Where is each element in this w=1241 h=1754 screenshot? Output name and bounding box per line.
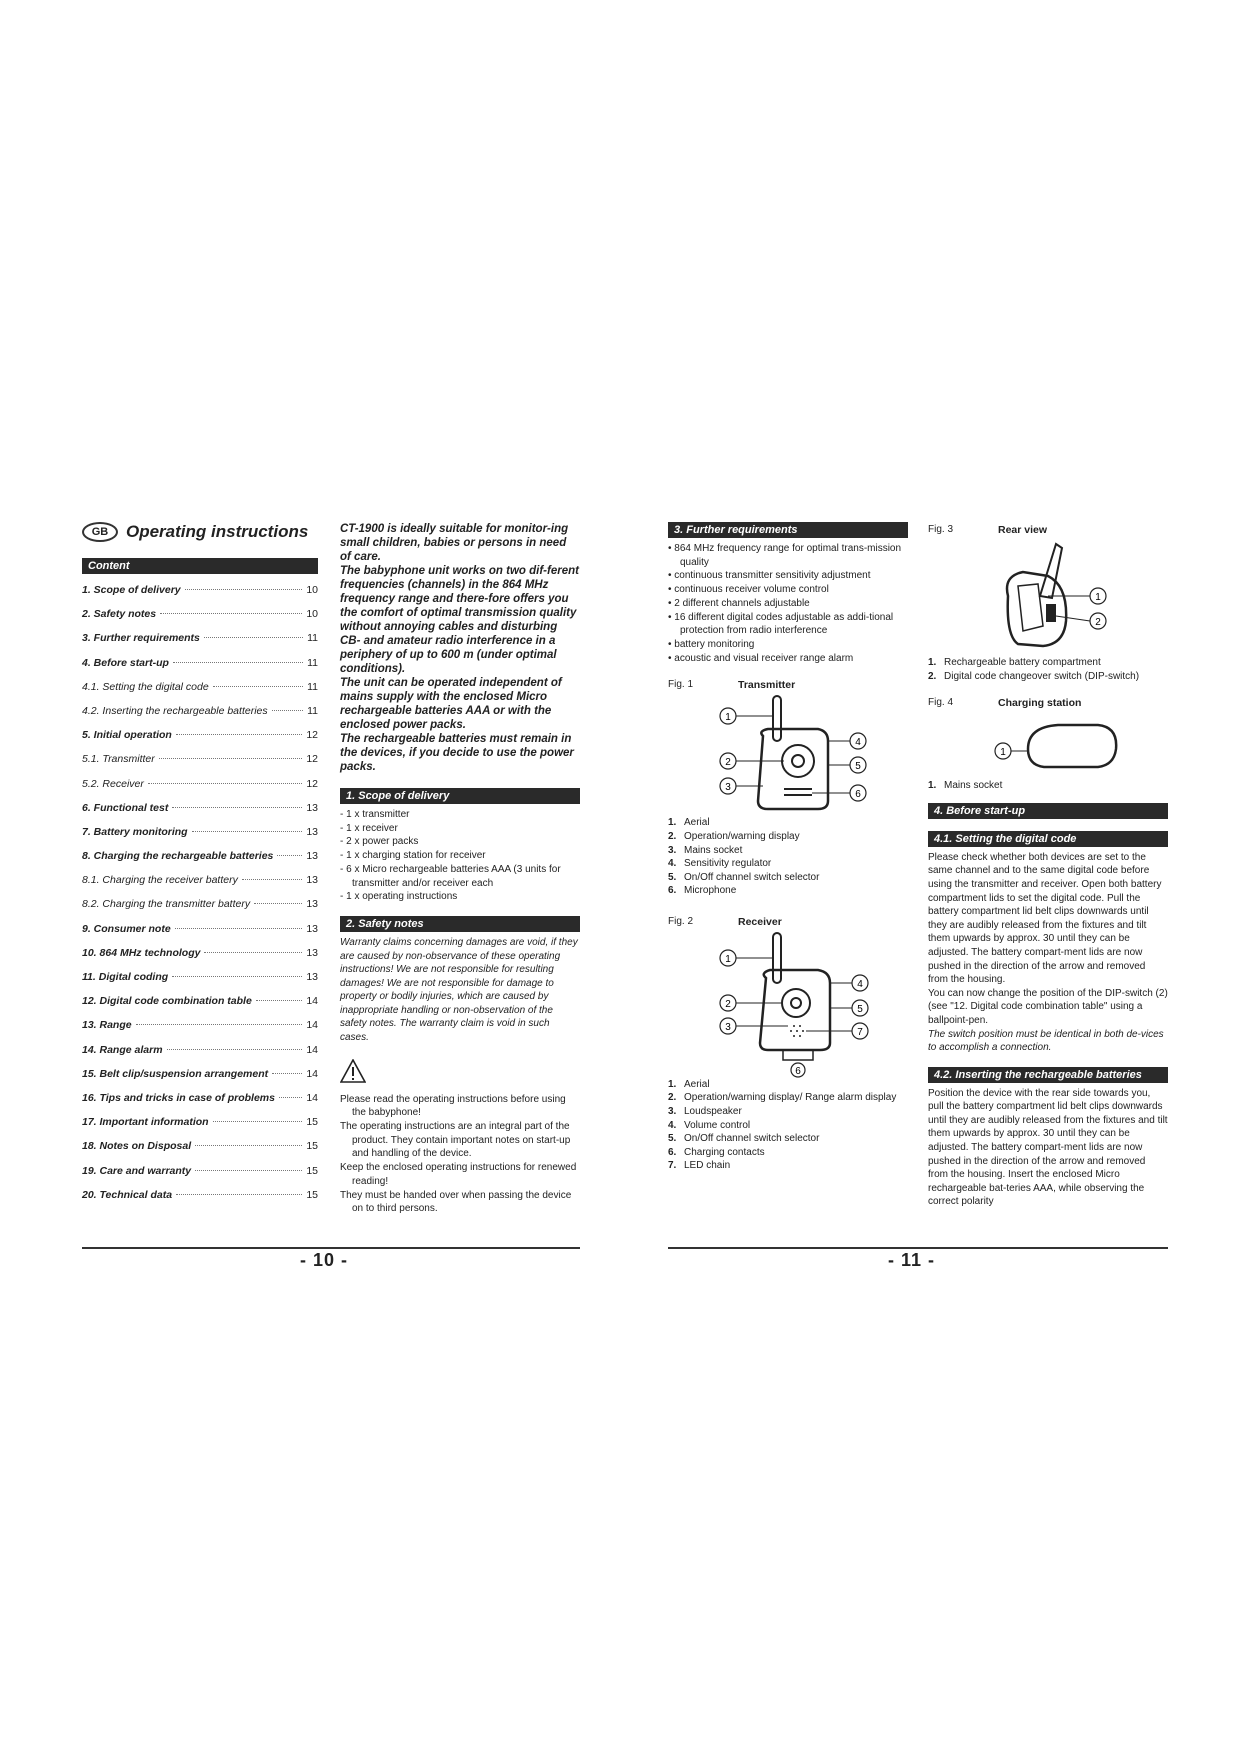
legend-text: LED chain xyxy=(684,1160,731,1172)
further-item: • acoustic and visual receiver range alarm xyxy=(668,652,854,664)
toc-item xyxy=(82,753,318,777)
warning-list xyxy=(340,1093,580,1216)
legend-number: 4. xyxy=(668,1119,677,1131)
legend-item xyxy=(928,779,1168,793)
toc-item xyxy=(82,1019,318,1043)
svg-text:3: 3 xyxy=(725,1021,731,1033)
toc-item-label: 12. Digital code combination table xyxy=(82,995,252,1008)
legend-item xyxy=(928,656,1168,670)
toc-item-page: 15 xyxy=(306,1164,318,1177)
fig3-legend xyxy=(928,656,1168,683)
toc-leader-dots xyxy=(272,710,303,711)
toc-leader-dots xyxy=(204,952,302,953)
legend-text: Charging contacts xyxy=(684,1146,765,1158)
legend-text: Rechargeable battery compartment xyxy=(944,657,1101,668)
legend-number: 1. xyxy=(928,657,937,668)
fig4-title: Charging station xyxy=(998,697,1082,710)
toc-item-page: 12 xyxy=(306,753,318,766)
legend-number: 5. xyxy=(668,1133,677,1145)
toc-leader-dots xyxy=(176,734,302,735)
toc-item-label: 8.1. Charging the receiver battery xyxy=(82,874,238,887)
toc-item-page: 10 xyxy=(306,584,318,596)
toc-item-page: 13 xyxy=(306,825,318,838)
scope-item: - 1 x receiver xyxy=(340,822,398,834)
toc-item-label: 15. Belt clip/suspension arrangement xyxy=(82,1067,269,1080)
toc-leader-dots xyxy=(192,831,303,832)
legend-number: 1. xyxy=(928,780,937,792)
svg-text:4: 4 xyxy=(857,978,863,990)
legend-text: Digital code changeover switch (DIP-switch) xyxy=(944,670,1140,682)
toc-item-label: 11. Digital coding xyxy=(82,971,169,983)
svg-text:1: 1 xyxy=(1095,592,1101,603)
sec42-text: Position the device with the rear side towards you, pull the battery compartment lid belt clips downwards until they are audibly released from the fixtures and tilt them upwards by approx. 30 until they can be adjusted. The battery compart-ment lids are now pushed in the direction of the arrow and removed from the housing. Insert the enclosed Micro rechargeable bat-teries AAA, while observing the correct polarity xyxy=(928,1087,1168,1208)
toc-item xyxy=(82,850,318,874)
toc-item-label: 17. Important information xyxy=(82,1116,209,1129)
legend-number: 3. xyxy=(668,844,677,856)
left-text-column xyxy=(340,522,580,1216)
receiver-illustration xyxy=(688,928,888,1078)
legend-item xyxy=(668,1146,908,1160)
fig1-caption xyxy=(668,679,908,691)
fig2-legend xyxy=(668,1078,908,1173)
toc-item-page: 15 xyxy=(306,1116,318,1129)
toc-item-page: 13 xyxy=(306,850,318,863)
svg-text:3: 3 xyxy=(725,782,731,794)
toc-leader-dots xyxy=(167,1049,303,1050)
toc-leader-dots xyxy=(213,686,303,687)
toc-leader-dots xyxy=(277,855,302,856)
toc-leader-dots xyxy=(173,662,303,663)
toc-item-label: 4.1. Setting the digital code xyxy=(82,680,209,693)
svg-text:1: 1 xyxy=(725,712,731,724)
scope-item: - 1 x operating instructions xyxy=(340,891,458,903)
toc-leader-dots xyxy=(279,1097,302,1098)
intro-paragraph: CT-1900 is ideally suitable for monitor-ing small children, babies or persons in need of care. xyxy=(340,523,569,563)
toc-item-label: 6. Functional test xyxy=(82,801,169,814)
fig4-legend xyxy=(928,779,1168,793)
rear-view-illustration xyxy=(948,536,1148,656)
toc-item-page: 14 xyxy=(306,1067,318,1080)
toc-item-label: 8. Charging the rechargeable batteries xyxy=(82,850,274,863)
toc-leader-dots xyxy=(195,1145,302,1146)
toc-leader-dots xyxy=(204,637,303,638)
toc-item xyxy=(82,1068,318,1092)
toc-item-page: 15 xyxy=(306,1188,318,1201)
sec41-note: The switch position must be identical in both de-vices to accomplish a connection. xyxy=(928,1028,1164,1054)
transmitter-illustration xyxy=(688,691,888,816)
right-text-column xyxy=(928,522,1168,1209)
toc-leader-dots xyxy=(160,613,302,614)
legend-item xyxy=(928,670,1168,684)
toc-leader-dots xyxy=(172,976,302,977)
section-title xyxy=(82,522,318,542)
legend-text: On/Off channel switch selector xyxy=(684,871,820,883)
toc-item-label: 3. Further requirements xyxy=(82,632,200,645)
legend-number: 7. xyxy=(668,1160,677,1172)
toc-item xyxy=(82,802,318,826)
table-of-contents xyxy=(82,584,318,1213)
further-item: • 16 different digital codes adjustable as addi-tional protection from radio interference xyxy=(668,611,894,637)
svg-text:2: 2 xyxy=(725,998,731,1010)
toc-leader-dots xyxy=(172,807,302,808)
further-item: • 864 MHz frequency range for optimal trans-mission quality xyxy=(668,543,902,568)
legend-number: 5. xyxy=(668,871,677,883)
svg-text:7: 7 xyxy=(857,1026,863,1038)
sec41-header: 4.1. Setting the digital code xyxy=(928,831,1168,847)
scope-item: - 1 x transmitter xyxy=(340,809,410,820)
fig2-title: Receiver xyxy=(738,915,782,928)
legend-number: 2. xyxy=(928,670,937,682)
legend-item xyxy=(668,1119,908,1133)
toc-item-page: 11 xyxy=(307,680,318,693)
charging-station-illustration xyxy=(948,709,1148,779)
toc-item-label: 18. Notes on Disposal xyxy=(82,1140,192,1153)
legend-number: 1. xyxy=(668,817,677,829)
toc-item xyxy=(82,898,318,922)
fig3-number: Fig. 3 xyxy=(928,524,954,535)
toc-leader-dots xyxy=(242,879,302,880)
fig2-caption xyxy=(668,916,908,928)
svg-text:5: 5 xyxy=(855,761,861,773)
fig3-caption xyxy=(928,524,1168,536)
toc-leader-dots xyxy=(213,1121,303,1122)
legend-text: Aerial xyxy=(684,1078,710,1090)
toc-item-label: 8.2. Charging the transmitter battery xyxy=(82,898,251,911)
toc-item xyxy=(82,778,318,802)
legend-text: Loudspeaker xyxy=(684,1106,742,1118)
svg-text:2: 2 xyxy=(725,757,731,769)
fig4-number: Fig. 4 xyxy=(928,697,954,709)
toc-leader-dots xyxy=(256,1000,303,1001)
legend-text: On/Off channel switch selector xyxy=(684,1133,820,1145)
svg-text:6: 6 xyxy=(855,789,861,801)
toc-item xyxy=(82,608,318,632)
toc-item-label: 19. Care and warranty xyxy=(82,1164,192,1177)
fig1-number: Fig. 1 xyxy=(668,679,694,691)
before-startup-header: 4. Before start-up xyxy=(928,803,1168,819)
legend-text: Operation/warning display/ Range alarm display xyxy=(684,1092,897,1104)
legend-item xyxy=(668,884,908,898)
left-footer-rule xyxy=(82,1247,580,1249)
toc-item xyxy=(82,1165,318,1189)
legend-item xyxy=(668,844,908,858)
legend-text: Microphone xyxy=(684,885,737,897)
further-header: 3. Further requirements xyxy=(668,522,908,538)
gb-badge-icon: GB xyxy=(82,522,118,542)
toc-item-page: 12 xyxy=(306,777,318,790)
toc-item xyxy=(82,1140,318,1164)
toc-item-label: 14. Range alarm xyxy=(82,1043,163,1056)
toc-leader-dots xyxy=(272,1073,302,1074)
legend-number: 2. xyxy=(668,1092,677,1104)
legend-number: 2. xyxy=(668,830,677,842)
warning-item: The operating instructions are an integral part of the product. They contain important notes on start-up and handling of the device. xyxy=(340,1121,571,1160)
toc-item-page: 10 xyxy=(306,608,318,621)
legend-item xyxy=(668,1105,908,1119)
toc-item xyxy=(82,1189,318,1213)
legend-text: Mains socket xyxy=(684,844,743,856)
intro-paragraph: The rechargeable batteries must remain in the devices, if you decide to use the power packs. xyxy=(340,733,574,773)
toc-item-label: 2. Safety notes xyxy=(82,608,157,621)
legend-item xyxy=(668,830,908,844)
svg-text:5: 5 xyxy=(857,1003,863,1015)
scope-item: - 6 x Micro rechargeable batteries AAA (3 units for transmitter and/or receiver each xyxy=(340,863,561,889)
toc-leader-dots xyxy=(254,903,302,904)
toc-leader-dots xyxy=(148,783,302,784)
warning-item: Please read the operating instructions before using the babyphone! xyxy=(340,1093,566,1119)
svg-text:4: 4 xyxy=(855,737,861,749)
toc-item xyxy=(82,705,318,729)
legend-number: 3. xyxy=(668,1106,677,1118)
sec41-text: Please check whether both devices are set to the same channel and to the same digital code before using the transmitter and receiver. Open both battery compartment lids to set the digital code. Pull the battery compartment lid belt clips downwards until they are audibly released from the fixtures and tilt them upwards by approx. 30 until they can be adjusted. The battery compart-ment lids are now pushed in the direction of the arrow and removed from the housing. xyxy=(928,851,1162,986)
toc-item-label: 13. Range xyxy=(82,1019,132,1032)
toc-item-label: 4. Before start-up xyxy=(82,656,169,669)
legend-number: 6. xyxy=(668,885,677,897)
toc-item-page: 11 xyxy=(307,632,318,645)
svg-text:2: 2 xyxy=(1095,617,1101,628)
toc-item-page: 11 xyxy=(307,704,318,717)
toc-item xyxy=(82,1044,318,1068)
toc-item-label: 10. 864 MHz technology xyxy=(82,946,201,959)
toc-item xyxy=(82,1092,318,1116)
toc-item-label: 5.1. Transmitter xyxy=(82,753,155,766)
further-item: • battery monitoring xyxy=(668,638,755,650)
legend-item xyxy=(668,816,908,830)
toc-item xyxy=(82,729,318,753)
toc-item-label: 16. Tips and tricks in case of problems xyxy=(82,1091,275,1104)
sec41-text2: You can now change the position of the DIP-switch (2) (see "12. Digital code combination table" using a ballpoint-pen. xyxy=(928,987,1168,1026)
toc-leader-dots xyxy=(136,1024,303,1025)
toc-item-label: 4.2. Inserting the rechargeable batteries xyxy=(82,704,268,717)
legend-item xyxy=(668,1132,908,1146)
toc-item xyxy=(82,681,318,705)
right-footer-rule xyxy=(668,1247,1168,1249)
scope-item: - 1 x charging station for receiver xyxy=(340,850,486,862)
intro-paragraph: The babyphone unit works on two dif-ferent frequencies (channels) in the 864 MHz frequency range and there-fore offers you the comfort of optimal transmission quality without annoying cables and disturbing CB- and amateur radio interference in a periphery of up to 600 m (under optimal conditions). xyxy=(340,565,579,675)
toc-item xyxy=(82,947,318,971)
further-item: • continuous receiver volume control xyxy=(668,584,829,596)
content-header: Content xyxy=(82,558,318,574)
further-item: • continuous transmitter sensitivity adjustment xyxy=(668,570,871,582)
toc-leader-dots xyxy=(195,1170,302,1171)
toc-item xyxy=(82,995,318,1019)
toc-item-label: 1. Scope of delivery xyxy=(82,584,181,596)
warning-item: They must be handed over when passing the device on to third persons. xyxy=(340,1189,572,1215)
legend-text: Aerial xyxy=(684,817,710,829)
legend-number: 4. xyxy=(668,858,677,870)
toc-leader-dots xyxy=(175,928,303,929)
legend-item xyxy=(668,1091,908,1105)
svg-text:1: 1 xyxy=(1000,747,1006,759)
fig1-title: Transmitter xyxy=(738,679,796,692)
toc-item-label: 20. Technical data xyxy=(82,1188,173,1201)
toc-item-page: 13 xyxy=(306,946,318,959)
toc-item-page: 13 xyxy=(306,922,318,935)
safety-text: Warranty claims concerning damages are void, if they are caused by non-observance of these operating instructions! We are not responsible for resulting damages! We are not responsible for damage to property or bodily injuries, which are caused by inappropriate handling or non-observation of the safety notes. The warranty claim is void in such cases. xyxy=(340,936,578,1044)
svg-text:1: 1 xyxy=(725,953,731,965)
fig2-number: Fig. 2 xyxy=(668,915,694,927)
toc-item-page: 14 xyxy=(306,995,318,1008)
toc-item-page: 14 xyxy=(306,1043,318,1056)
toc-item-label: 5.2. Receiver xyxy=(82,777,144,790)
legend-text: Volume control xyxy=(684,1119,751,1131)
right-figures-column xyxy=(668,522,908,1173)
toc-item xyxy=(82,632,318,656)
toc-item-label: 9. Consumer note xyxy=(82,922,171,935)
legend-number: 1. xyxy=(668,1078,677,1090)
svg-text:6: 6 xyxy=(795,1065,801,1077)
warning-icon xyxy=(340,1059,366,1083)
sec42-header: 4.2. Inserting the rechargeable batteries xyxy=(928,1067,1168,1083)
scope-item: - 2 x power packs xyxy=(340,836,419,848)
toc-item xyxy=(82,1116,318,1140)
toc-item-page: 14 xyxy=(306,1019,318,1032)
legend-text: Mains socket xyxy=(944,780,1003,792)
legend-item xyxy=(668,857,908,871)
toc-item-label: 5. Initial operation xyxy=(82,729,172,742)
legend-text: Operation/warning display xyxy=(684,830,800,842)
intro-paragraph: The unit can be operated independent of mains supply with the enclosed Micro rechargeable batteries AAA or with the enclosed power packs. xyxy=(340,677,562,731)
legend-number: 6. xyxy=(668,1146,677,1158)
toc-item xyxy=(82,657,318,681)
legend-text: Sensitivity regulator xyxy=(684,858,772,870)
toc-item-page: 13 xyxy=(306,874,318,887)
toc-item xyxy=(82,874,318,898)
page-title: Operating instructions xyxy=(126,522,309,541)
scope-list xyxy=(340,808,580,904)
fig1-legend xyxy=(668,816,908,898)
further-item: • 2 different channels adjustable xyxy=(668,597,810,609)
legend-item xyxy=(668,1078,908,1092)
legend-item xyxy=(668,871,908,885)
toc-item-page: 13 xyxy=(306,801,318,814)
legend-item xyxy=(668,1159,908,1173)
toc-item-page: 12 xyxy=(306,729,318,742)
left-page-number: - 10 - xyxy=(300,1250,349,1270)
further-list xyxy=(668,542,908,665)
toc-leader-dots xyxy=(176,1194,302,1195)
toc-item xyxy=(82,826,318,850)
fig3-title: Rear view xyxy=(998,524,1048,536)
right-page-number: - 11 - xyxy=(888,1250,936,1270)
toc-item-label: 7. Battery monitoring xyxy=(82,825,188,838)
toc-item xyxy=(82,971,318,995)
toc-item-page: 14 xyxy=(306,1091,318,1104)
fig4-caption xyxy=(928,697,1168,709)
toc-leader-dots xyxy=(185,589,303,590)
toc-item xyxy=(82,584,318,608)
toc-leader-dots xyxy=(159,758,303,759)
intro-text xyxy=(340,522,580,774)
scope-header: 1. Scope of delivery xyxy=(340,788,580,804)
safety-header: 2. Safety notes xyxy=(340,916,580,932)
toc-item-page: 11 xyxy=(307,656,318,669)
toc-item-page: 13 xyxy=(306,898,318,911)
left-toc-column xyxy=(82,522,318,1213)
warning-item: Keep the enclosed operating instructions for renewed reading! xyxy=(340,1162,577,1187)
toc-item-page: 15 xyxy=(306,1140,318,1153)
toc-item-page: 13 xyxy=(306,971,318,983)
toc-item xyxy=(82,923,318,947)
